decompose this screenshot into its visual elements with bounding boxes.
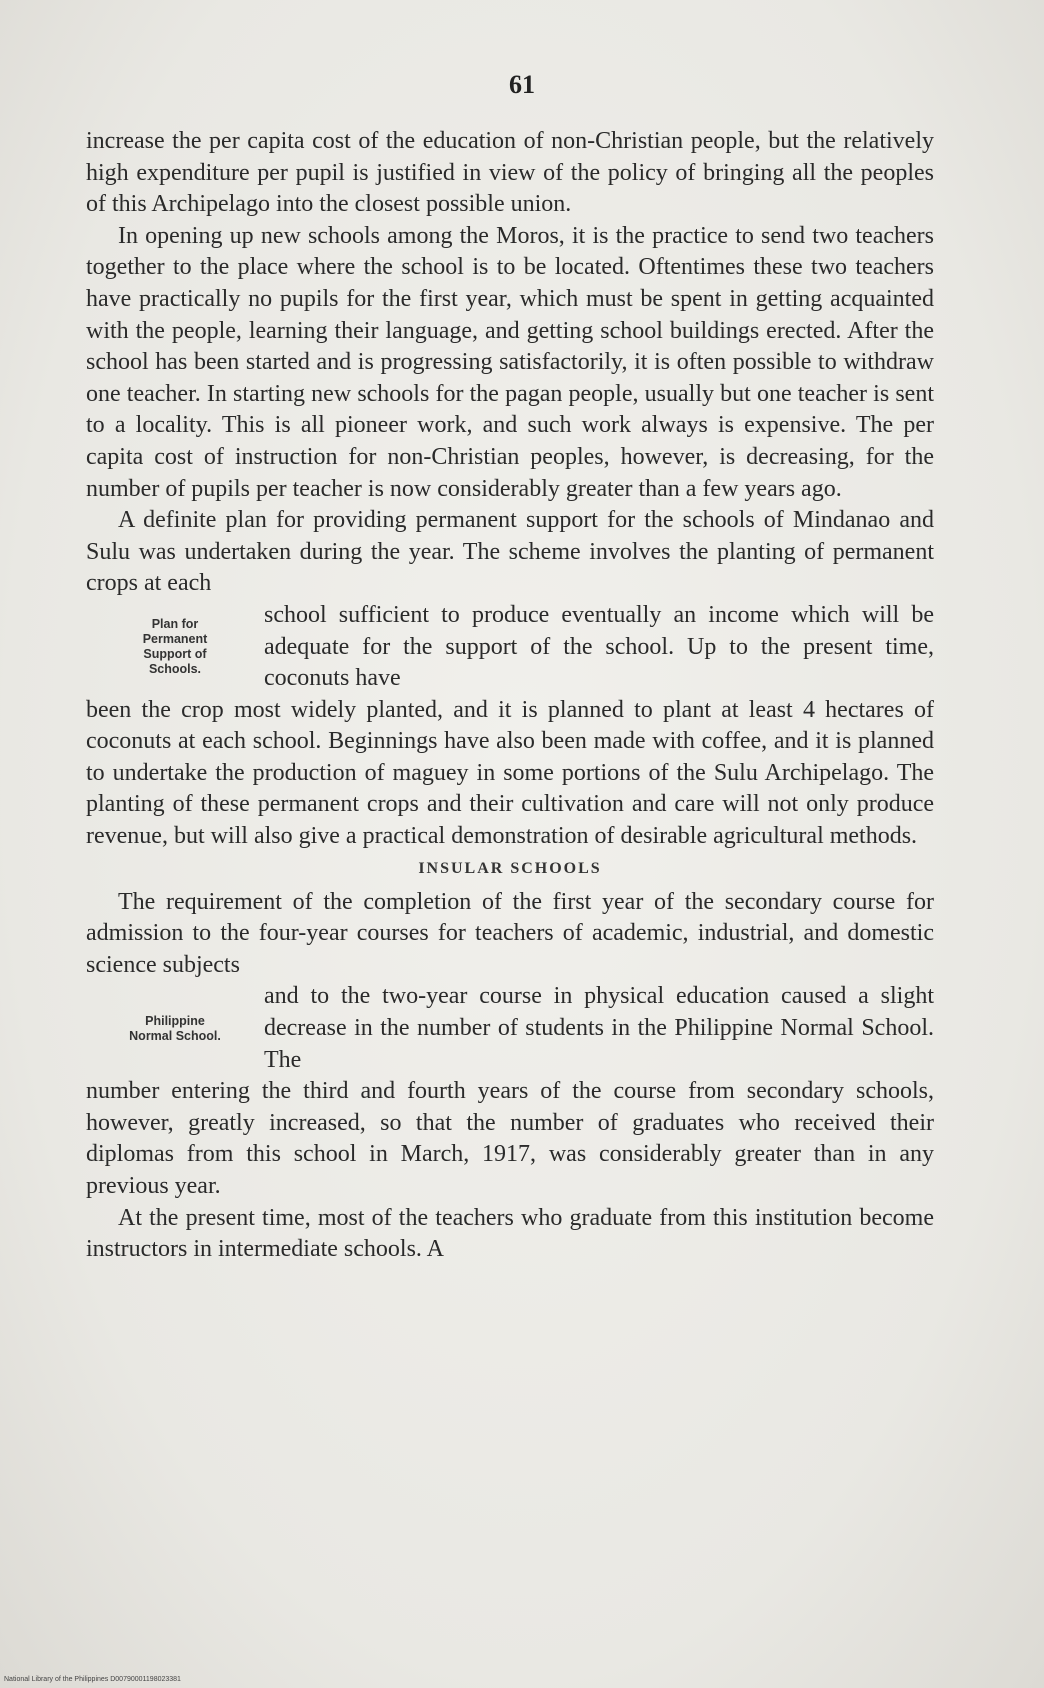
paragraph-normal-school-lead: The requirement of the completion of the first year of the secondary course for admission to the four-year courses for teachers of academic, industrial, and domestic science subjects bbox=[86, 888, 934, 978]
paragraph-continued: increase the per capita cost of the education of non-Christian people, but the relatively high expenditure per pupil is justified in view of the policy of bringing all the peoples of this Archipelago into the closest possible union. bbox=[86, 128, 934, 218]
page-number: 61 bbox=[509, 70, 535, 99]
paragraph-permanent-support-lead: A definite plan for providing permanent support for the schools of Mindanao and Sulu was undertaken during the year. The scheme involves the planting of permanent crops at each bbox=[86, 507, 934, 597]
side-note-section-normal bbox=[86, 981, 934, 1076]
body-text bbox=[86, 126, 934, 1266]
margin-note-philippine-normal-school: Philippine Normal School. bbox=[129, 1013, 221, 1043]
margin-note-plan-for-permanent-support: Plan for Permanent Support of Schools. bbox=[142, 617, 208, 677]
paragraph-normal-school-tail: number entering the third and fourth years of the course from secondary schools, however, greatly increased, so that the number of graduates who received their diplomas from this school in March, 1917, was considerably greater than in any previous year. bbox=[86, 1078, 934, 1199]
paragraph-moros-schools: In opening up new schools among the Moros, it is the practice to send two teachers together to the place where the school is to be located. Oftentimes these two teachers have practically no pupils for the first year, which must be spent in getting acquainted with the people, learning their language, and getting school buildings erected. After the school has been started and is progressing satisfactorily, it is often possible to withdraw one teacher. In starting new schools for the pagan people, usually but one teacher is sent to a locality. This is all pioneer work, and such work always is expensive. The per capita cost of instruction for non-Christian peoples, however, is decreasing, for the number of pupils per teacher is now considerably greater than a few years ago. bbox=[86, 222, 934, 502]
paragraph-normal-school-side: and to the two-year course in physical education caused a slight decrease in the number of students in the Philippine Normal School. The bbox=[264, 983, 934, 1073]
paragraph-permanent-support-side: school sufficient to produce eventually an income which will be adequate for the support of the school. Up to the present time, coconuts have bbox=[264, 601, 934, 692]
paragraph-permanent-support-tail: been the crop most widely planted, and it is planned to plant at least 4 hectares of coconuts at each school. Beginnings have also been made with coffee, and it is planned to undertake the production of maguey in some portions of the Sulu Archipelago. The planting of these permanent crops and their cultivation and care will not only produce revenue, but will also give a practical demonstration of desirable agricultural methods. bbox=[86, 696, 934, 850]
side-note-section-plan bbox=[86, 600, 934, 695]
footer-archive-label: National Library of the Philippines D00790001198023381 bbox=[4, 1676, 181, 1683]
section-heading-insular-schools: INSULAR SCHOOLS bbox=[418, 859, 602, 877]
paragraph-graduates: At the present time, most of the teachers who graduate from this institution become instructors in intermediate schools. A bbox=[86, 1204, 934, 1263]
